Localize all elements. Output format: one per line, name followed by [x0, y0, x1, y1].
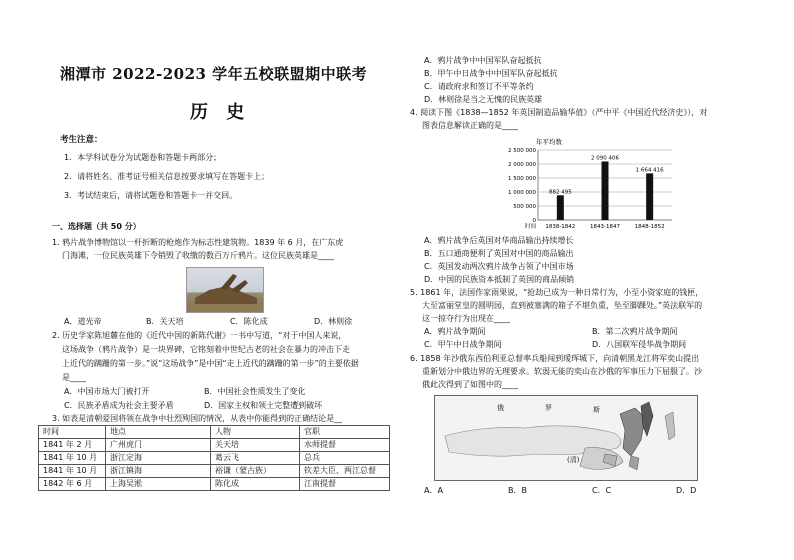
- x-tick-label: 1838-1842: [545, 224, 576, 230]
- option[interactable]: D．八国联军侵华战争期间: [592, 340, 687, 349]
- map-label: 俄: [497, 404, 504, 412]
- x-tick-label: 1848-1852: [634, 224, 665, 230]
- option[interactable]: A．A: [424, 486, 443, 495]
- table-header-cell: 时间: [39, 426, 106, 439]
- q6-options: [424, 486, 696, 497]
- q3-line: 3. 如表是清朝爱国将领在战争中壮烈殉国的情况，从表中你能得到的正确结论是__: [52, 414, 343, 423]
- data-label: 882 495: [548, 189, 572, 196]
- option[interactable]: A．鸦片战争后英国对华商品输出持续增长: [424, 236, 574, 245]
- notice-heading: 考生注意：: [60, 135, 103, 145]
- option[interactable]: A．鸦片战争期间: [424, 327, 486, 336]
- table-row: [39, 439, 390, 452]
- table-cell: 裕谦（蒙古族）: [211, 465, 300, 478]
- table-header-cell: 地点: [106, 426, 211, 439]
- q2-line: 2. 历史学家陈旭麓在他的《近代中国的新陈代谢》一书中写道，“对于中国人来说，: [52, 331, 347, 340]
- export-bar-chart: [500, 136, 680, 232]
- map-label: 罗: [545, 404, 552, 412]
- option[interactable]: D．D: [676, 486, 697, 495]
- option[interactable]: B．五口通商便利了英国对中国的商品输出: [424, 249, 574, 258]
- data-label: 2 090 406: [591, 155, 619, 162]
- q3-table: [38, 425, 390, 491]
- option[interactable]: D．林则徐是当之无愧的民族英雄: [424, 95, 543, 104]
- option[interactable]: D．国家主权和领土完整遭到破坏: [204, 401, 323, 410]
- x-tick-label: 1843-1847: [590, 224, 620, 230]
- q5-line: 大至富丽堂皇的圆明园，直到被塞满的箱子不堪负重，坠至脚踝处。”英法联军的: [422, 301, 703, 310]
- q2-line: 这场战争（鸦片战争）是一块界碑，它铭刻着中世纪古老的社会在暴力的冲击下走: [62, 345, 350, 354]
- option[interactable]: B．第二次鸦片战争期间: [592, 327, 678, 336]
- q5-line: 5. 1861 年，法国作家雨果说，“抢劫已成为一种日常行为，小至小资家庭的钱匣，: [410, 288, 704, 297]
- q5-line: 这一掠夺行为出现在____: [422, 314, 510, 323]
- notice-item: 2．请将姓名、准考证号相关信息按要求填写在答题卡上；: [64, 172, 270, 181]
- q1-options: [64, 317, 352, 328]
- sino-russian-border-map-icon: [435, 396, 697, 480]
- table-cell: 浙江定海: [106, 452, 211, 465]
- broken-cannon-sculpture-icon: [187, 268, 263, 312]
- option[interactable]: C．请政府求和签订不平等条约: [424, 82, 534, 91]
- notice-item: 3．考试结束后，请将试题卷和答题卡一并交回。: [64, 191, 238, 200]
- option[interactable]: C．陈化成: [230, 317, 268, 326]
- table-cell: 广州虎门: [106, 439, 211, 452]
- table-cell: 浙江镇海: [106, 465, 211, 478]
- data-label: 1 664 416: [635, 167, 664, 174]
- option[interactable]: B．关天培: [146, 317, 184, 326]
- table-cell: 关天培: [211, 439, 300, 452]
- table-cell: 葛云飞: [211, 452, 300, 465]
- y-tick-label: 1 000 000: [508, 190, 536, 196]
- y-tick-label: 0: [532, 218, 536, 224]
- q4-line: 4. 阅读下图《1838—1852 年英国制造品输华值》（严中平《中国近代经济史》），对: [410, 108, 708, 117]
- bar: [602, 161, 609, 220]
- table-header-cell: 人物: [211, 426, 300, 439]
- table-cell: 总兵: [300, 452, 390, 465]
- x-axis-label: 时间: [524, 224, 536, 230]
- map-label: (清): [567, 456, 580, 464]
- option[interactable]: B．甲午中日战争中中国军队奋起抵抗: [424, 69, 558, 78]
- option[interactable]: A．鸦片战争中中国军队奋起抵抗: [424, 56, 542, 65]
- option[interactable]: B．B: [508, 486, 527, 495]
- q6-line: 6. 1858 年沙俄东西伯利亚总督率兵船闯到瑷珲城下，向清朝黑龙江将军奕山提出: [410, 354, 700, 363]
- option[interactable]: A．中国市场大门被打开: [64, 387, 150, 396]
- y-tick-label: 2 500 000: [508, 148, 536, 154]
- bar: [557, 195, 564, 220]
- bar: [646, 173, 653, 220]
- subject-title: 历 史: [190, 102, 251, 123]
- table-cell: 江南提督: [300, 478, 390, 491]
- chart-title: 年平均数: [536, 138, 562, 146]
- y-tick-label: 1 500 000: [508, 176, 536, 182]
- table-cell: 1841 年 10 月: [39, 465, 106, 478]
- museum-photo: [186, 267, 264, 313]
- notice-item: 1．本学科试卷分为试题卷和答题卡两部分；: [64, 153, 222, 162]
- q1-line: 门海滩，一位民族英雄下令销毁了收缴的数百万斤鸦片。这位民族英雄是____: [62, 251, 334, 260]
- option[interactable]: A．道光帝: [64, 317, 102, 326]
- option[interactable]: C．英国发动两次鸦片战争占领了中国市场: [424, 262, 574, 271]
- table-cell: 钦差大臣、两江总督: [300, 465, 390, 478]
- table-cell: 1841 年 10 月: [39, 452, 106, 465]
- option[interactable]: D．中国的民族资本抵制了英国的商品倾销: [424, 275, 575, 284]
- table-header-cell: 官职: [300, 426, 390, 439]
- table-cell: 1842 年 6 月: [39, 478, 106, 491]
- q2-line: 是____: [62, 373, 86, 382]
- q2-line: 上近代的蹒跚的第一步。”说“这场战争”是中国“走上近代的蹒跚的第一步”的主要依据: [62, 359, 359, 368]
- table-cell: 上海吴淞: [106, 478, 211, 491]
- map-label: 斯: [593, 406, 600, 414]
- q4-line: 图表信息解读正确的是____: [422, 121, 518, 130]
- y-tick-label: 500 000: [513, 204, 536, 210]
- q6-line: 俄此次得到了如图中的____: [422, 380, 518, 389]
- table-header-row: [39, 426, 390, 439]
- option[interactable]: B．中国社会性质发生了变化: [204, 387, 306, 396]
- y-tick-label: 2 000 000: [508, 162, 536, 168]
- option[interactable]: C．甲午中日战争期间: [424, 340, 502, 349]
- border-map: [434, 395, 698, 481]
- option[interactable]: C．民族矛盾成为社会主要矛盾: [64, 401, 174, 410]
- table-cell: 陈化成: [211, 478, 300, 491]
- section-heading: 一、选择题（共 50 分）: [52, 222, 141, 231]
- q6-line: 重新划分中俄边界的无理要求。软弱无能的奕山在沙俄的军事压力下屈服了。沙: [422, 367, 702, 376]
- table-row: [39, 478, 390, 491]
- option[interactable]: C．C: [592, 486, 612, 495]
- table-row: [39, 452, 390, 465]
- table-cell: 水师提督: [300, 439, 390, 452]
- exam-title: 湘潭市 2022-2023 学年五校联盟期中联考: [60, 65, 368, 83]
- table-row: [39, 465, 390, 478]
- q1-line: 1. 鸦片战争博物馆以一杆折断的枪炮作为标志性建筑物。1839 年 6 月，在广东虎: [52, 238, 344, 247]
- option[interactable]: D．林则徐: [314, 317, 353, 326]
- table-cell: 1841 年 2 月: [39, 439, 106, 452]
